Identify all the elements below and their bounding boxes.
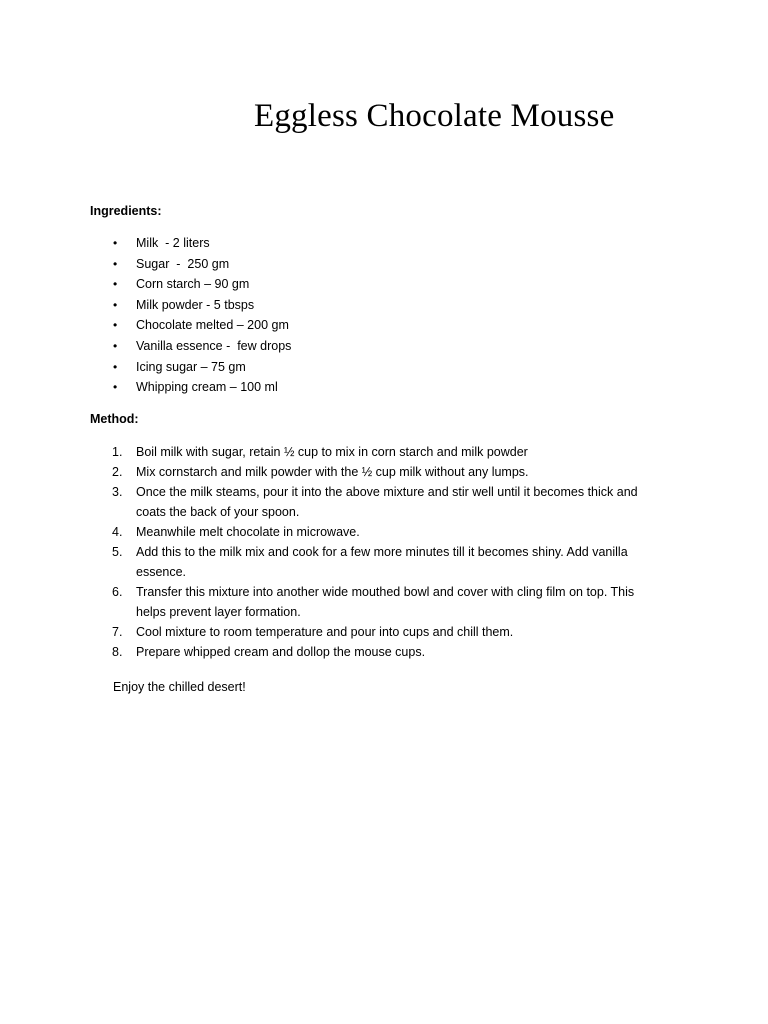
step-number: 7. xyxy=(112,625,123,639)
step-number: 1. xyxy=(112,445,123,459)
step-text: Meanwhile melt chocolate in microwave. xyxy=(136,525,360,539)
step-text: Transfer this mixture into another wide mouthed bowl and cover with cling film on top. This helps prevent layer formation. xyxy=(136,585,635,619)
bullet-icon: • xyxy=(113,297,118,312)
method-step xyxy=(0,442,666,462)
step-number: 6. xyxy=(112,585,123,599)
bullet-icon: • xyxy=(113,380,118,395)
ingredient-text: Icing sugar – 75 gm xyxy=(136,359,246,374)
step-text: Once the milk steams, pour it into the above mixture and stir well until it becomes thick and coats the back of your spoon. xyxy=(136,485,638,519)
step-number: 5. xyxy=(112,545,123,559)
bullet-icon: • xyxy=(113,338,118,353)
bullet-icon: • xyxy=(113,277,118,292)
ingredient-text: Chocolate melted – 200 gm xyxy=(136,318,289,333)
method-step xyxy=(0,462,666,482)
ingredient-text: Sugar - 250 gm xyxy=(136,256,230,271)
step-text: Cool mixture to room temperature and pour into cups and chill them. xyxy=(136,625,514,639)
method-heading: Method: xyxy=(90,412,139,426)
ingredient-text: Corn starch – 90 gm xyxy=(136,277,250,292)
step-number: 8. xyxy=(112,645,123,659)
method-step xyxy=(0,622,666,642)
method-step xyxy=(0,522,666,542)
step-number: 4. xyxy=(112,525,123,539)
ingredient-text: Milk - 2 liters xyxy=(136,236,210,250)
ingredients-heading: Ingredients: xyxy=(90,204,162,218)
method-step xyxy=(0,482,666,522)
bullet-icon: • xyxy=(113,318,118,333)
bullet-icon: • xyxy=(113,256,118,271)
step-text: Prepare whipped cream and dollop the mouse cups. xyxy=(136,645,426,659)
step-number: 2. xyxy=(112,465,123,479)
step-text: Mix cornstarch and milk powder with the ½ cup milk without any lumps. xyxy=(136,465,529,479)
document-title: Eggless Chocolate Mousse xyxy=(254,98,615,134)
ingredient-text: Whipping cream – 100 ml xyxy=(136,380,278,395)
step-text: Boil milk with sugar, retain ½ cup to mix in corn starch and milk powder xyxy=(136,445,528,459)
step-text: Add this to the milk mix and cook for a few more minutes till it becomes shiny. Add vanilla essence. xyxy=(136,545,628,579)
step-number: 3. xyxy=(112,485,123,499)
bullet-icon: • xyxy=(113,236,118,250)
bullet-icon: • xyxy=(113,359,118,374)
ingredient-text: Milk powder - 5 tbsps xyxy=(136,297,255,312)
method-step xyxy=(0,642,666,662)
method-step xyxy=(0,582,666,622)
method-list xyxy=(0,442,666,662)
ingredient-text: Vanilla essence - few drops xyxy=(136,338,292,353)
method-step xyxy=(0,542,666,582)
closing-line: Enjoy the chilled desert! xyxy=(113,680,246,694)
